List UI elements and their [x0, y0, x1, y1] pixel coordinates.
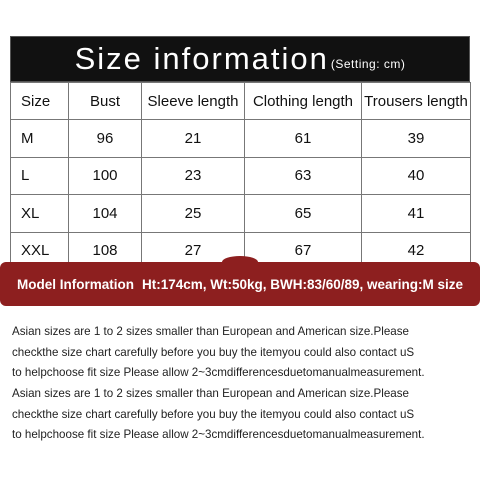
- cell-clothing-length: 67: [245, 232, 362, 270]
- cell-clothing-length: 63: [245, 157, 362, 195]
- table-row: [11, 120, 471, 158]
- cell-size: XL: [11, 195, 69, 233]
- table-row: [11, 195, 471, 233]
- note-line: checkthe size chart carefully before you buy the itemyou could also contact uS: [12, 407, 415, 421]
- cell-sleeve-length: 27: [142, 232, 245, 270]
- size-information-title-bar: [10, 36, 470, 82]
- size-disclaimer-note: [12, 384, 474, 446]
- size-disclaimer-note: [12, 322, 474, 384]
- page-title: Size information: [74, 41, 329, 76]
- model-information-label: Model Information: [16, 276, 134, 292]
- cell-trousers-length: 40: [362, 157, 471, 195]
- header-trousers-length: Trousers length: [362, 83, 471, 120]
- cell-trousers-length: 39: [362, 120, 471, 158]
- cell-bust: 100: [69, 157, 142, 195]
- table-row: [11, 157, 471, 195]
- cell-bust: 96: [69, 120, 142, 158]
- cell-size: M: [11, 120, 69, 158]
- cell-sleeve-length: 25: [142, 195, 245, 233]
- cell-size: XXL: [11, 232, 69, 270]
- note-line: to helpchoose fit size Please allow 2~3cmdifferencesduetomanualmeasurement.: [12, 366, 425, 379]
- note-line: to helpchoose fit size Please allow 2~3cmdifferencesduetomanualmeasurement.: [12, 428, 425, 441]
- unit-note: (Setting: cm): [330, 57, 406, 71]
- cell-clothing-length: 65: [245, 195, 362, 233]
- cell-sleeve-length: 21: [142, 120, 245, 158]
- cell-size: L: [11, 157, 69, 195]
- model-measurements: Ht:174cm, Wt:50kg, BWH:83/60/89, wearing:M size: [141, 276, 464, 292]
- header-bust: Bust: [69, 83, 142, 120]
- model-information-banner: [0, 262, 480, 306]
- cell-bust: 108: [69, 232, 142, 270]
- note-line: Asian sizes are 1 to 2 sizes smaller than European and American size.Please: [12, 325, 409, 338]
- cell-bust: 104: [69, 195, 142, 233]
- cell-clothing-length: 61: [245, 120, 362, 158]
- cell-sleeve-length: 23: [142, 157, 245, 195]
- note-line: Asian sizes are 1 to 2 sizes smaller than European and American size.Please: [12, 387, 409, 400]
- header-size: Size: [11, 83, 69, 120]
- table-header-row: [11, 83, 471, 120]
- header-sleeve-length: Sleeve length: [142, 83, 245, 120]
- header-clothing-length: Clothing length: [245, 83, 362, 120]
- size-chart-table: [10, 82, 471, 270]
- note-line: checkthe size chart carefully before you buy the itemyou could also contact uS: [12, 345, 415, 359]
- cell-trousers-length: 41: [362, 195, 471, 233]
- cell-trousers-length: 42: [362, 232, 471, 270]
